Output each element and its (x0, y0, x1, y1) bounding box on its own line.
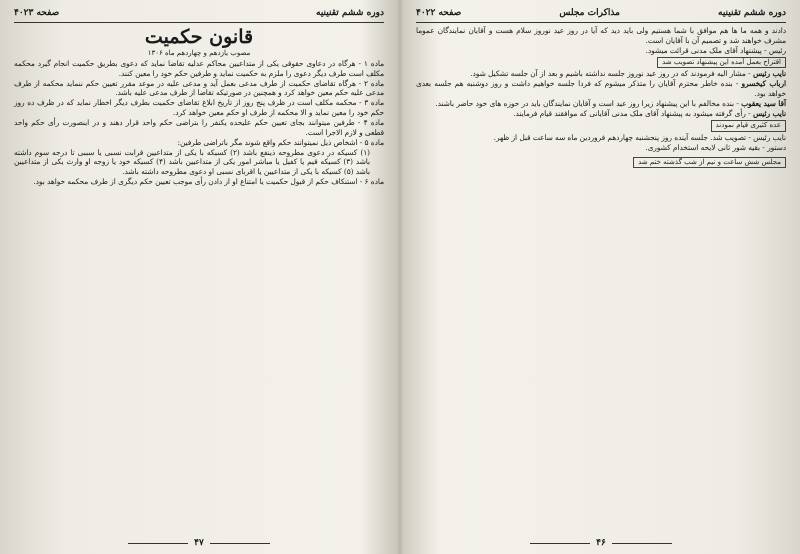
right-header-page: صفحه ۴۰۲۲ (416, 8, 462, 18)
footer-rule (612, 543, 672, 544)
speaker-text: بنده خاطر محترم آقایان را متذکر میشوم که فردا جلسه خواهیم داشت و روز دوشنبه هم جلسه بعدی خواهد بود. (416, 79, 786, 99)
left-header-page: صفحه ۴۰۲۳ (14, 8, 60, 18)
right-header-title: مذاکرات مجلس (559, 8, 620, 18)
right-page (402, 0, 800, 554)
debate-paragraph: دادند و همه ما ها هم موافق با شما هستیم ولی باید دید که آیا در روز عید نوروز سلام هست و آقایان نمایندگان عموما مشرف خواهند شد و تصمیم آن با آقایان است. (416, 26, 786, 45)
footer-rule (530, 543, 590, 544)
left-page-number: ۴۷ (194, 538, 204, 548)
law-title: قانون حکمیت (144, 26, 254, 48)
footer-rule (210, 543, 270, 544)
speaker-text: مشار الیه فرمودند که در روز عید نوروز جلسه نداشته باشیم و بعد از آن جلسه تشکیل شود. (470, 69, 746, 79)
debate-paragraph: رئیس - پیشنهاد آقای ملک مدنی قرائت میشود. (645, 45, 786, 55)
left-page-footer (14, 538, 384, 548)
footer-rule (128, 543, 188, 544)
article-paragraph: ماده ۱ - هرگاه در دعاوی حقوقی یکی از متداعیین محاکم عدلیه تقاضا نماید که دعوی بطریق حکمیت انجام گیرد محکمه مکلف است طرف دیگر دعوی را ملزم به حکمیت نماید و طرفین حکم خود را معین کنند. (14, 59, 384, 78)
article-paragraph: ماده ۲ - هرگاه تقاضای حکمیت از طرف مدعی بعمل آید و مدعی علیه در موعد مقرر تعیین حکم ننماید محکمه از طرف مدعی علیه حکم معین خواهد کرد و همچنین در صورتیکه تقاضا از طرف مدعی علیه باشد. (14, 78, 384, 98)
left-header-session: دوره ششم تقنینیه (316, 8, 384, 18)
left-page-body (14, 59, 384, 187)
right-page-footer (416, 538, 786, 548)
speaker-name: نایب رئیس (752, 109, 786, 119)
speaker-block: ارباب کیخسرو - بنده خاطر محترم آقایان را متذکر میشوم که فردا جلسه خواهیم داشت و روز دوشنبه هم جلسه بعدی خواهد بود. (416, 79, 786, 99)
closing-paragraph: دستور - بقیه شور ثانی لایحه استخدام کشوری. (645, 143, 786, 153)
speaker-block: نایب رئیس - رأی گرفته میشود به پیشنهاد آقای ملک مدنی آقایانی که موافقند قیام فرمایند. (513, 109, 786, 119)
bracket-note: عده کثیری قیام نمودند (711, 120, 786, 132)
speaker-text: رأی گرفته میشود به پیشنهاد آقای ملک مدنی آقایانی که موافقند قیام فرمایند. (513, 109, 746, 119)
closing-paragraph: نایب رئیس - تصویب شد. جلسه آینده روز پنجشنبه چهاردهم فروردین ماه سه ساعت قبل از ظهر. (493, 132, 786, 142)
right-page-header (416, 6, 786, 23)
right-page-body (416, 26, 786, 169)
speaker-name: آقا سید یعقوب (741, 99, 786, 109)
article-paragraph: ماده ۴ - طرفین میتوانند بجای تعیین حکم علیحده یکنفر را بتراضی حکم واحد قرار دهند و در اینصورت رأی حکم واحد قطعی و لازم الاجرا است. (14, 118, 384, 137)
right-header-session: دوره ششم تقنینیه (718, 8, 786, 18)
speaker-block: آقا سید یعقوب - بنده مخالفم با این پیشنهاد زیرا روز عید است و آقایان نمایندگان باید در حوزه های خود حاضر باشند. (435, 99, 786, 109)
session-end-note: مجلس شش ساعت و نیم از شب گذشته ختم شد (633, 157, 786, 169)
law-subtitle: مصوب یازدهم و چهاردهم ماه ۱۳۰۶ (147, 49, 251, 57)
speaker-text: بنده مخالفم با این پیشنهاد زیرا روز عید است و آقایان نمایندگان باید در حوزه های خود حاضر باشند. (435, 99, 735, 109)
speaker-block: نایب رئیس - مشار الیه فرمودند که در روز عید نوروز جلسه نداشته باشیم و بعد از آن جلسه تشکیل شود. (470, 69, 786, 79)
left-page-header (14, 6, 384, 23)
article-paragraph: ماده ۵ - اشخاص ذیل نمیتوانند حکم واقع شوند مگر باتراضی طرفین: (177, 137, 384, 147)
article-paragraph: (۱) کسیکه در دعوی مطروحه ذینفع باشد (۲) کسیکه با یکی از متداعیین قرابت نسبی یا سببی تا درجه سوم داشته باشد (۳) کسیکه قیم یا کفیل یا مباشر امور یکی از متداعیین باشد (۴) کسیکه خود یا زوجه او وارث یکی از متداعیین باشد (۵) کسیکه با یکی از متداعیین یا اقربای نسبی او دعوی مطروحه داشته باشد. (14, 147, 370, 177)
speaker-name: ارباب کیخسرو (741, 79, 786, 89)
left-page (0, 0, 398, 554)
article-paragraph: ماده ۳ - محکمه مکلف است در ظرف پنج روز از تاریخ ابلاغ تقاضای حکمیت بطرف دیگر اخطار نماید که در ظرف ده روز حکم خود را معین نماید و الا محکمه از طرف او حکم معین خواهد کرد. (14, 98, 384, 117)
bracket-note: اقتراح بعمل آمده این پیشنهاد تصویب شد (657, 57, 786, 69)
article-paragraph: ماده ۶ - استنکاف حکم از قبول حکمیت یا امتناع او از دادن رأی موجب تعیین حکم دیگری از طرف محکمه خواهد بود. (33, 177, 384, 187)
speaker-name: نایب رئیس (752, 69, 786, 79)
right-page-number: ۴۶ (596, 538, 606, 548)
